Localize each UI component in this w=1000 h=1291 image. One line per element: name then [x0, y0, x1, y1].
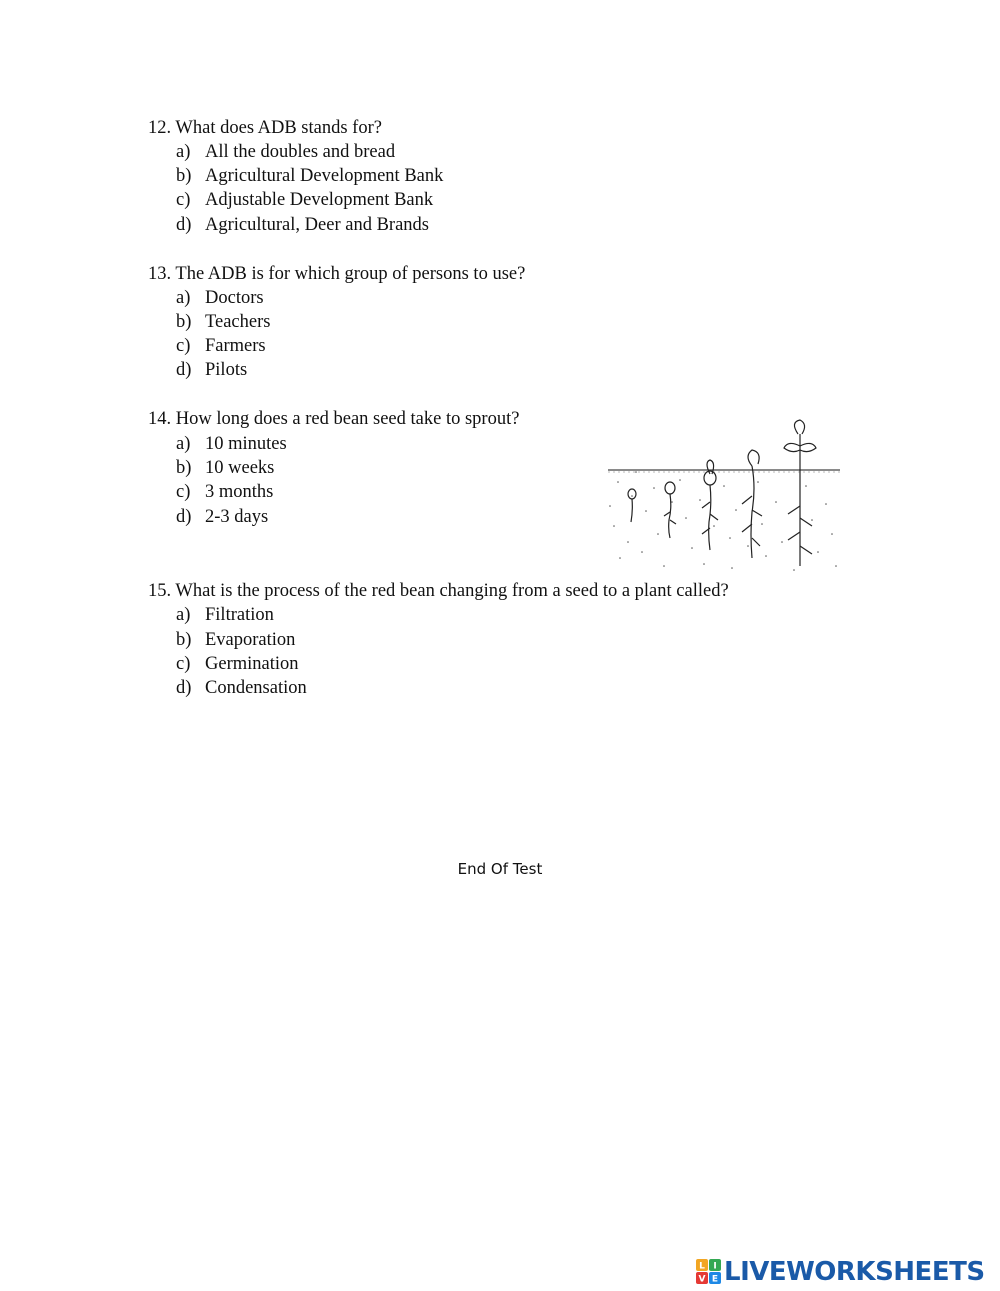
option-letter: b) — [176, 458, 192, 478]
option-letter: a) — [176, 434, 191, 454]
option-text: Pilots — [205, 360, 248, 380]
option-letter: c) — [176, 482, 191, 502]
option-text: Agricultural Development Bank — [205, 166, 444, 186]
question-15-option-c — [176, 652, 299, 676]
option-letter: b) — [176, 166, 192, 186]
question-12-option-c — [176, 188, 433, 212]
question-12-option-b — [176, 164, 443, 188]
option-text: Condensation — [205, 678, 307, 698]
option-letter: a) — [176, 288, 191, 308]
question-14-option-c — [176, 480, 273, 504]
question-14-option-a — [176, 432, 287, 456]
question-14-option-b — [176, 456, 274, 480]
option-text: Teachers — [205, 312, 271, 332]
question-15-option-d — [176, 676, 307, 700]
question-12-title: 12. What does ADB stands for? — [148, 118, 382, 138]
question-13-option-b — [176, 310, 270, 334]
logo-letter: E — [711, 1274, 719, 1285]
logo-letter: I — [713, 1261, 717, 1272]
seed-germination-illustration — [606, 416, 842, 578]
option-letter: a) — [176, 605, 191, 625]
liveworksheets-logo-icon — [696, 1259, 722, 1285]
option-letter: a) — [176, 142, 191, 162]
question-12-option-a — [176, 140, 395, 164]
option-text: 3 months — [205, 482, 274, 502]
option-letter: c) — [176, 190, 191, 210]
question-13-option-a — [176, 286, 264, 310]
option-letter: d) — [176, 360, 192, 380]
question-13-title: 13. The ADB is for which group of persons to use? — [148, 264, 526, 284]
question-15-option-b — [176, 628, 295, 652]
end-of-test-text: End Of Test — [457, 860, 543, 878]
option-letter: d) — [176, 215, 192, 235]
option-text: Doctors — [205, 288, 264, 308]
option-letter: c) — [176, 654, 191, 674]
option-text: Adjustable Development Bank — [205, 190, 434, 210]
question-13-option-c — [176, 334, 266, 358]
question-14-option-d — [176, 505, 268, 529]
logo-letter: V — [698, 1274, 706, 1285]
question-12-option-d — [176, 213, 429, 237]
question-13-option-d — [176, 358, 247, 382]
option-letter: b) — [176, 312, 192, 332]
question-15-title: 15. What is the process of the red bean changing from a seed to a plant called? — [148, 581, 729, 601]
option-text: 2-3 days — [205, 507, 269, 527]
option-text: Filtration — [205, 605, 274, 625]
option-text: 10 weeks — [205, 458, 275, 478]
option-text: 10 minutes — [205, 434, 287, 454]
option-letter: b) — [176, 630, 192, 650]
logo-letter: L — [699, 1261, 705, 1272]
option-text: Evaporation — [205, 630, 296, 650]
question-15-option-a — [176, 603, 274, 627]
option-letter: d) — [176, 507, 192, 527]
option-letter: c) — [176, 336, 191, 356]
liveworksheets-logo[interactable] — [696, 1255, 985, 1289]
option-text: Farmers — [205, 336, 266, 356]
option-text: Agricultural, Deer and Brands — [205, 215, 429, 235]
option-text: All the doubles and bread — [205, 142, 396, 162]
option-letter: d) — [176, 678, 192, 698]
liveworksheets-brand-text: LIVEWORKSHEETS — [724, 1257, 985, 1287]
option-text: Germination — [205, 654, 299, 674]
question-14-title: 14. How long does a red bean seed take to sprout? — [148, 409, 520, 429]
